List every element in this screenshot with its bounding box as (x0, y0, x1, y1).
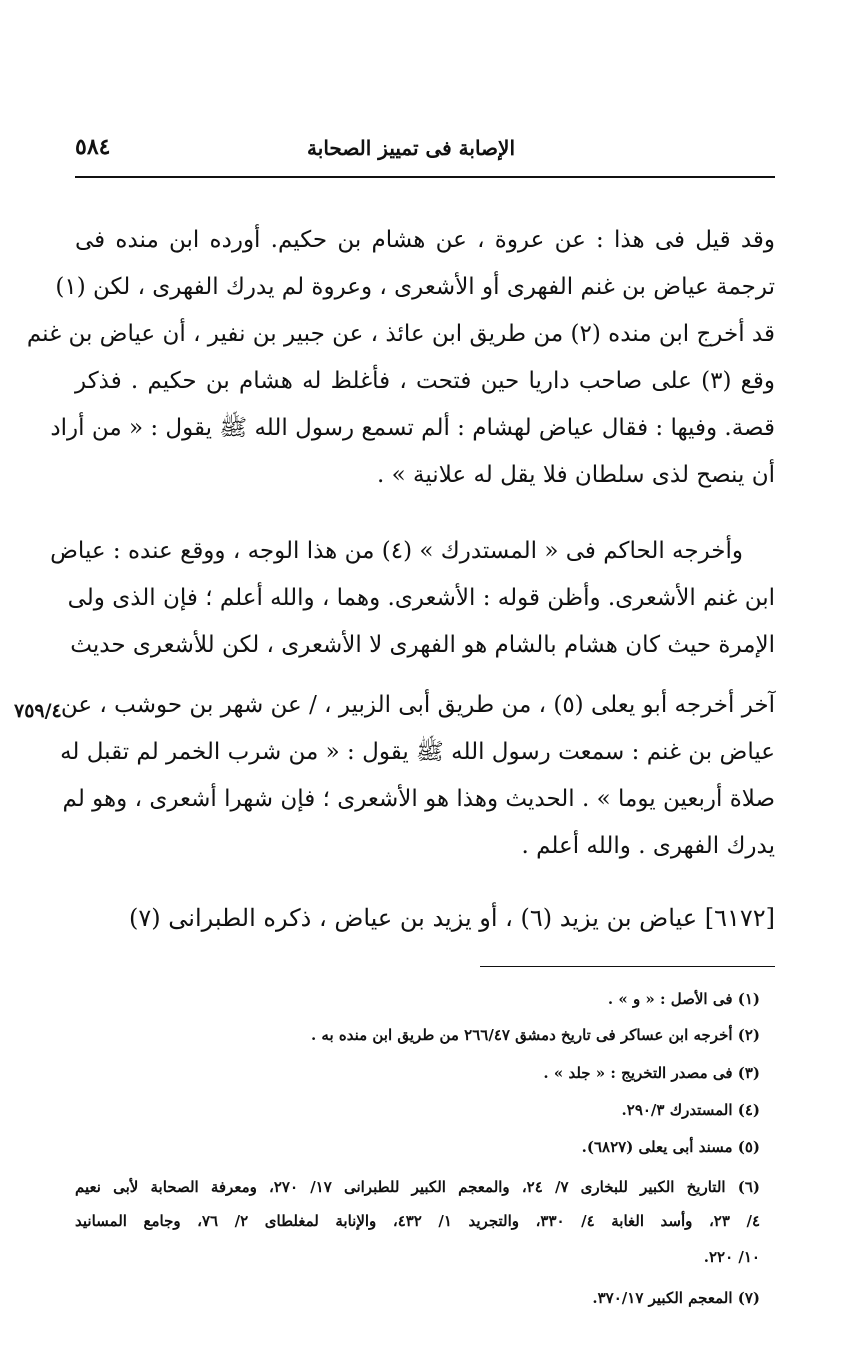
body-line: وأخرجه الحاكم فى « المستدرك » (٤) من هذا الوجه ، ووقع عنده : عياض (50, 538, 743, 564)
body-line: صلاة أربعين يوما » . الحديث وهذا هو الأشعرى ؛ فإن شهرا أشعرى ، وهو لم (62, 786, 775, 812)
body-line: وقد قيل فى هذا : عن عروة ، عن هشام بن حكيم. أورده ابن منده فى (75, 227, 775, 253)
body-line: الإمرة حيث كان هشام بالشام هو الفهرى لا الأشعرى ، لكن للأشعرى حديث (70, 632, 775, 658)
body-line: أن ينصح لذى سلطان فلا يقل له علانية » . (377, 462, 775, 488)
running-title: الإصابة فى تمييز الصحابة (307, 136, 515, 160)
body-line: يدرك الفهرى . والله أعلم . (521, 833, 775, 859)
body-line: قد أخرج ابن منده (٢) من طريق ابن عائذ ، عن جبير بن نفير ، أن عياض بن غنم (26, 321, 775, 347)
footnote-rule (480, 966, 775, 967)
footnote: ١٠/ ٢٢٠. (703, 1248, 760, 1266)
footnote: (٦) التاريخ الكبير للبخارى ٧/ ٢٤، والمعجم الكبير للطبرانى ١٧/ ٢٧٠، ومعرفة الصحابة لأبى نعيم (75, 1178, 760, 1196)
footnote: (٥) مسند أبى يعلى (٦٨٢٧). (581, 1138, 760, 1156)
footnote: ٤/ ٢٣، وأسد الغابة ٤/ ٣٣٠، والتجريد ١/ ٤٣٢، والإنابة لمغلطاى ٢/ ٧٦، وجامع المسانيد (75, 1212, 761, 1230)
footnote: (٤) المستدرك ٢٩٠/٣. (621, 1101, 760, 1119)
body-line: ابن غنم الأشعرى. وأظن قوله : الأشعرى. وهما ، والله أعلم ؛ فإن الذى ولى (67, 585, 775, 611)
entry-heading: [٦١٧٢] عياض بن يزيد (٦) ، أو يزيد بن عياض ، ذكره الطبرانى (٧) (129, 904, 775, 932)
footnote: (٢) أخرجه ابن عساكر فى تاريخ دمشق ٢٦٦/٤٧ من طريق ابن منده به . (310, 1026, 760, 1044)
body-line: عياض بن غنم : سمعت رسول الله ﷺ يقول : « من شرب الخمر لم تقبل له (60, 739, 775, 765)
body-line: ترجمة عياض بن غنم الفهرى أو الأشعرى ، وعروة لم يدرك الفهرى ، لكن (١) (55, 274, 775, 300)
body-line: آخر أخرجه أبو يعلى (٥) ، من طريق أبى الزبير ، / عن شهر بن حوشب ، عن (60, 692, 775, 718)
page-number: ٥٨٤ (75, 134, 111, 160)
margin-reference: ٧٥٩/٤ (14, 700, 62, 722)
header-rule (75, 176, 775, 178)
body-line: وقع (٣) على صاحب داريا حين فتحت ، فأغلظ له هشام بن حكيم . فذكر (75, 368, 775, 394)
footnote: (٧) المعجم الكبير ٣٧٠/١٧. (592, 1289, 760, 1307)
footnote: (١) فى الأصل : « و » . (607, 990, 760, 1008)
body-line: قصة. وفيها : فقال عياض لهشام : ألم تسمع رسول الله ﷺ يقول : « من أراد (50, 415, 775, 441)
footnote: (٣) فى مصدر التخريج : « جلد » . (543, 1064, 760, 1082)
page-header (75, 128, 775, 172)
